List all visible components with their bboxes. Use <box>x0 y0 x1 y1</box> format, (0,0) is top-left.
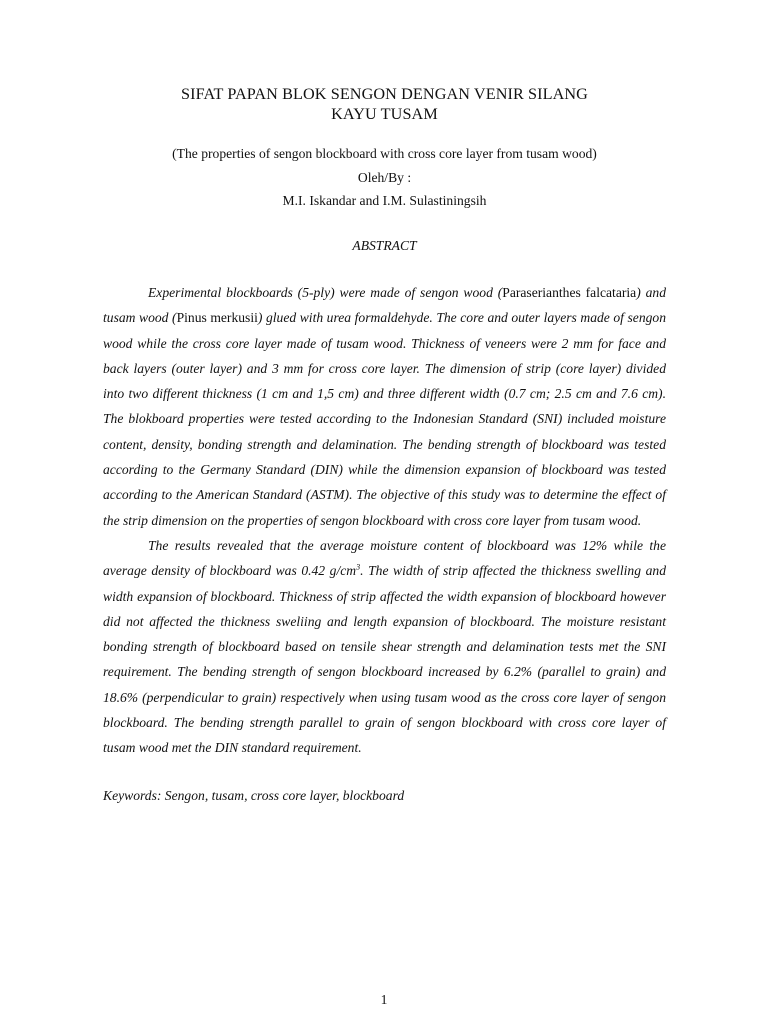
abstract-p1-text-c: ) glued with urea formaldehyde. The core and outer layers made of sengon wood while the cross core layer made of tusam wood. Thickness of veneers were 2 mm for face and back layers (outer layer) and 3 mm for cross core layer. The dimension of strip (core layer) divided into two different thickness (1 cm and 1,5 cm) and three different width (0.7 cm; 2.5 cm and 7.6 cm). The blokboard properties were tested according to the Indonesian Standard (SNI) included moisture content, density, bonding strength and delamination. The bending strength of blockboard was tested according to the Germany Standard (DIN) while the dimension expansion of blockboard was tested according to the American Standard (ASTM). The objective of this study was to determine the effect of the strip dimension on the properties of sengon blockboard with cross core layer from tusam wood. <box>103 310 667 528</box>
paper-title <box>103 84 666 124</box>
paper-title-line-2: KAYU TUSAM <box>331 105 438 123</box>
paper-title-line-1: SIFAT PAPAN BLOK SENGON DENGAN VENIR SILANG <box>181 85 588 103</box>
abstract-p1-text-b: ) and tusam wood ( <box>103 285 666 326</box>
abstract-p1-text-a: Experimental blockboards (5-ply) were made of sengon wood ( <box>148 285 503 300</box>
species-name-tusam: Pinus merkusii <box>176 310 258 326</box>
species-name-sengon: Paraserianthes falcataria <box>502 285 637 300</box>
abstract-p2-text-b: . The width of strip affected the thickness swelling and width expansion of blockboard. Thickness of strip affected the width expansion of blockboard however did not affected the thickness sweliing and length expansion of blockboard. The moisture resistant bonding strength of blockboard based on tensile shear strength and delamination tests met the SNI requirement. The bending strength of sengon blockboard increased by 6.2% (parallel to grain) and 18.6% (perpendicular to grain) respectively when using tusam wood as the cross core layer of sengon blockboard. The bending strength parallel to grain of sengon blockboard with cross core layer of tusam wood met the DIN standard requirement. <box>103 563 666 756</box>
author-names: M.I. Iskandar and I.M. Sulastiningsih <box>282 193 487 208</box>
keywords: Keywords: Sengon, tusam, cross core layer, blockboard <box>103 787 405 803</box>
density-unit-superscript: 3 <box>356 562 361 572</box>
document-page <box>103 84 666 818</box>
abstract-paragraph-2 <box>103 533 666 761</box>
author-label: Oleh/By : <box>357 170 412 185</box>
abstract-body <box>103 280 666 761</box>
page-number: 1 <box>380 992 388 1007</box>
abstract-p2-text-a: The results revealed that the average moisture content of blockboard was 12% while the average density of blockboard was 0.42 g/cm <box>103 537 666 579</box>
abstract-paragraph-1 <box>103 280 666 533</box>
abstract-heading: ABSTRACT <box>352 238 417 253</box>
english-title: (The properties of sengon blockboard with cross core layer from tusam wood) <box>172 146 597 161</box>
